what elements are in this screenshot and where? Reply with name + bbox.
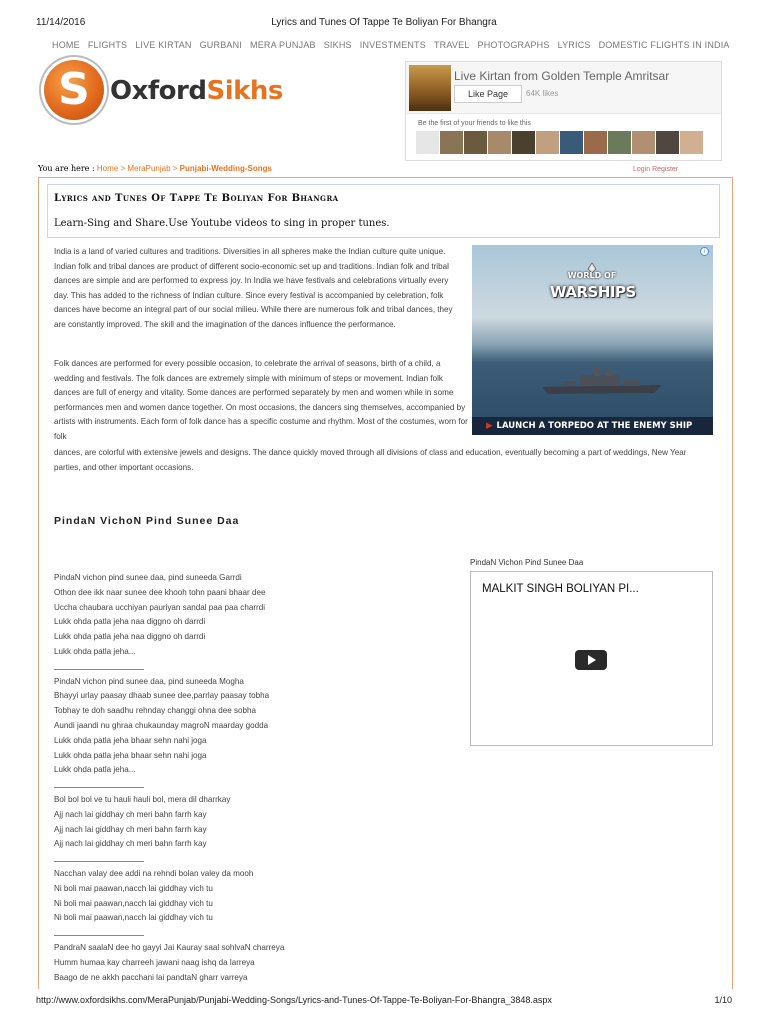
lyric-line: Lukk ohda patla jeha bhaar sehn nahi joga [54,735,207,745]
verse-separator [54,660,454,675]
video-label: PindaN Vichon Pind Sunee Daa [470,558,584,567]
song-lyrics [54,571,454,985]
youtube-video-embed[interactable] [470,571,713,746]
lyric-line: PandraN saalaN dee ho gayyi Jai Kauray saal sohlvaN charreya [54,942,285,952]
lyric-line: Ni boli mai paawan,nacch lai giddhay vich tu [54,898,213,908]
avatar[interactable] [440,131,463,154]
like-page-button[interactable]: Like Page [454,85,522,103]
nav-item-lyrics[interactable]: LYRICS [557,40,591,50]
page-url: http://www.oxfordsikhs.com/MeraPunjab/Punjabi-Wedding-Songs/Lyrics-and-Tunes-Of-Tappe-Te-Boliyan-For-Bhangra_3848.aspx [36,995,552,1005]
lyric-line: PindaN vichon pind sunee daa, pind suneeda Garrdi [54,573,242,582]
page-subtitle: Learn-Sing and Share.Use Youtube videos to sing in proper tunes. [54,218,390,229]
facebook-friend-avatars [406,127,721,154]
lyric-line: Bol bol bol ve tu hauli hauli bol, mera dil dharrkay [54,794,231,804]
nav-item-photographs[interactable]: PHOTOGRAPHS [477,40,550,50]
play-button-icon[interactable] [575,650,607,670]
folk-dance-paragraph: Folk dances are performed for every possible occasion, to celebrate the arrival of seasons, birth of a child, a wedding and festivals. The folk dances are extremely simple with minimum of steps or movement. Indian folk dances are full of energy and vitality. Some dances are performed separately by men and women while in some performances men and women dance together. On most occasions, the dancers sing themselves, accompanied by artists with instruments. Each form of folk dance has a specific costume and rhythm. Most of the costumes, worn for folk [54,359,468,441]
lyric-line: Lukk ohda patla jeha naa diggno oh darrdi [54,632,206,642]
lyric-line: Bhayyi urlay paasay dhaab sunee dee,parrlay paasay tobha [54,691,270,701]
lyric-line: PindaN vichon pind sunee daa, pind suneeda Mogha [54,676,244,686]
nav-item-mera-punjab[interactable]: MERA PUNJAB [250,40,316,50]
avatar[interactable] [512,131,535,154]
lyric-line: Lukk ohda patla jeha naa diggno oh darrdi [54,617,206,627]
lyric-line: Baago de ne akkh pacchani lai pandtaN gharr varreya [54,972,248,982]
page-number: 1/10 [714,995,732,1005]
ad-tagline: ▶ LAUNCH A TORPEDO AT THE ENEMY SHIP [472,417,713,435]
register-link[interactable]: Register [652,166,679,173]
song-heading: PindaN VichoN Pind Sunee Daa [54,515,240,527]
lyric-line: Aundi jaandi nu ghraa chukaunday magroN maarday godda [54,720,269,730]
intro-paragraph: India is a land of varied cultures and traditions. Diversities in all spheres make the Indian culture quite unique. Indian folk and tribal dances are product of different socio-economic set up and traditions. Indian folk and tribal dances are simple and are performed to express joy. In India we have festivals and celebrations virtually every day. This has added to the richness of Indian culture. Since every festival is accompanied by celebration, folk dances have become an integral part of our social milieu. While there are numerous folk and tribal dances, they are constantly improved. The skill and the imagination of the dances influence the performance. [54,247,453,329]
nav-item-investments[interactable]: INVESTMENTS [359,40,426,50]
login-link[interactable]: Login [633,166,651,173]
verse-separator [54,778,454,793]
print-title: Lyrics and Tunes Of Tappe Te Boliyan For Bhangra [271,17,497,28]
breadcrumb-separator: > [172,164,178,173]
lyric-line: Ni boli mai paawan,nacch lai giddhay vich tu [54,913,213,923]
warships-logo: WORLD OF WARSHIPS [550,261,634,319]
nav-item-sikhs[interactable]: SIKHS [323,40,352,50]
avatar[interactable] [608,131,631,154]
breadcrumb-label: You are here : [38,164,95,173]
breadcrumb-page[interactable]: Punjabi-Wedding-Songs [179,164,272,173]
lyric-line: Humm humaa kay charreeh jawani naag ishq da larreya [54,957,255,967]
lyric-line: Ajj nach lai giddhay ch meri bahn farrh kay [54,809,207,819]
lyric-line: Othon dee ikk naar sunee dee khooh tohn paani bhaar dee [54,587,266,597]
ad-info-icon[interactable]: i [700,247,709,256]
verse-separator [54,926,454,941]
verse-separator [54,852,454,867]
lyric-line: Ajj nach lai giddhay ch meri bahn farrh kay [54,839,207,849]
avatar[interactable] [488,131,511,154]
lyric-line: Nacchan valay dee addi na rehndi bolan valey da mooh [54,868,254,878]
avatar[interactable] [632,131,655,154]
print-header [36,17,732,31]
avatar[interactable] [464,131,487,154]
avatar[interactable] [656,131,679,154]
nav-item-domestic-flights[interactable]: DOMESTIC FLIGHTS IN INDIA [598,40,730,50]
breadcrumb-separator: > [120,164,126,173]
nav-item-live-kirtan[interactable]: LIVE KIRTAN [135,40,192,50]
nav-item-home[interactable]: HOME [52,40,80,50]
facebook-page-name[interactable]: Live Kirtan from Golden Temple Amritsar [454,69,670,83]
nav-item-flights[interactable]: FLIGHTS [87,40,128,50]
avatar[interactable] [536,131,559,154]
warship-icon [542,365,662,395]
facebook-page-widget [405,61,722,161]
site-logo[interactable] [42,58,317,122]
lyric-line: Ajj nach lai giddhay ch meri bahn farrh kay [54,824,207,834]
advertisement-banner[interactable] [472,245,713,435]
avatar[interactable] [680,131,703,154]
page-title: Lyrics and Tunes Of Tappe Te Boliyan For Bhangra [54,193,339,204]
facebook-friends-text: Be the first of your friends to like this [418,120,531,127]
logo-s-icon: S [44,60,104,120]
lyric-line: Uccha chaubara ucchiyan pauriyan sandal paa paa charrdi [54,602,266,612]
print-date: 11/14/2016 [36,17,86,28]
lyric-line: Tobhay te doh saadhu rehnday changgi ohna dee sobha [54,706,257,716]
lyric-line: Ni boli mai paawan,nacch lai giddhay vich tu [54,883,213,893]
avatar[interactable] [560,131,583,154]
folk-dance-paragraph-continued: dances, are colorful with extensive jewels and designs. The dance quickly moved through all divisions of class and education, eventually becoming a part of weddings, New Year parties, and other important occasions. [54,448,687,472]
lyric-line: Lukk ohda patla jeha... [54,765,136,775]
print-footer [36,995,732,1009]
auth-links [633,166,678,173]
breadcrumb [38,164,272,173]
breadcrumb-home[interactable]: Home [96,164,119,173]
logo-wordmark: OxfordSikhs [110,76,283,106]
avatar[interactable] [416,131,439,154]
top-navigation [52,40,728,54]
nav-item-travel[interactable]: TRAVEL [433,40,470,50]
nav-item-gurbani[interactable]: GURBANI [199,40,243,50]
lyric-line: Lukk ohda patla jeha bhaar sehn nahi joga [54,750,207,760]
facebook-like-count: 64K likes [526,89,559,98]
breadcrumb-section[interactable]: MeraPunjab [127,164,171,173]
video-title[interactable]: MALKIT SINGH BOLIYAN PI... [482,583,639,595]
avatar[interactable] [584,131,607,154]
golden-temple-thumbnail[interactable] [409,65,451,111]
lyric-line: Lukk ohda patla jeha... [54,646,136,656]
